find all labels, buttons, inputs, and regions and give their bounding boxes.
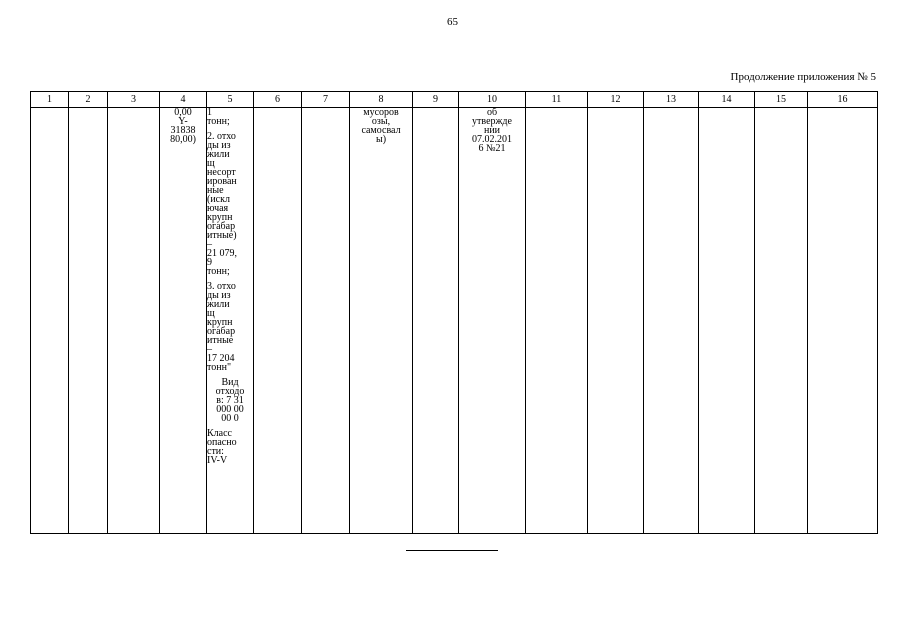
table-cell (108, 108, 160, 534)
footnote-divider (406, 550, 498, 551)
column-header: 7 (302, 92, 350, 108)
column-header: 12 (588, 92, 644, 108)
cell-paragraph: 3. отхо ды из жили щ крупн огабар итные – 17 204 тонн" (207, 281, 236, 373)
column-header: 5 (207, 92, 254, 108)
table-cell-col10 (459, 108, 526, 534)
column-header: 6 (254, 92, 302, 108)
table-cell (808, 108, 878, 534)
table-cell (526, 108, 588, 534)
column-header: 10 (459, 92, 526, 108)
cell-paragraph: Вид отходо в: 7 31 000 00 00 0 (215, 377, 245, 424)
column-header: 11 (526, 92, 588, 108)
column-header: 2 (69, 92, 108, 108)
table-row (31, 108, 878, 534)
table-cell (254, 108, 302, 534)
column-header: 14 (699, 92, 755, 108)
cell-paragraph: 2. отхо ды из жили щ несорт ирован ные (искл ючая крупн огабар итные) – 21 079, 9 тонн; (207, 131, 237, 277)
table-cell (755, 108, 808, 534)
column-header: 4 (160, 92, 207, 108)
appendix-table (30, 91, 878, 534)
column-header: 9 (413, 92, 459, 108)
cell-text: мусоров озы, самосвал ы) (361, 107, 401, 145)
table-cell (588, 108, 644, 534)
column-header: 16 (808, 92, 878, 108)
cell-text: 0,00 Y- 31838 80,00) (170, 107, 196, 145)
page-number: 65 (447, 16, 458, 28)
table-cell (302, 108, 350, 534)
table-cell-col8 (350, 108, 413, 534)
cell-text: об утвержде нии 07.02.201 6 №21 (472, 107, 512, 154)
table-cell-col4 (160, 108, 207, 534)
header-row (31, 92, 878, 108)
column-header: 1 (31, 92, 69, 108)
table-cell (69, 108, 108, 534)
table-cell (699, 108, 755, 534)
cell-paragraph: Класс опасно сти: IV-V (207, 428, 237, 466)
table-cell-col5 (207, 108, 254, 534)
column-header: 8 (350, 92, 413, 108)
table-cell (31, 108, 69, 534)
column-header: 13 (644, 92, 699, 108)
continuation-label: Продолжение приложения № 5 (730, 71, 876, 83)
table-cell (413, 108, 459, 534)
table-cell (644, 108, 699, 534)
column-header: 15 (755, 92, 808, 108)
cell-paragraph: 1 тонн; (207, 107, 230, 127)
column-header: 3 (108, 92, 160, 108)
